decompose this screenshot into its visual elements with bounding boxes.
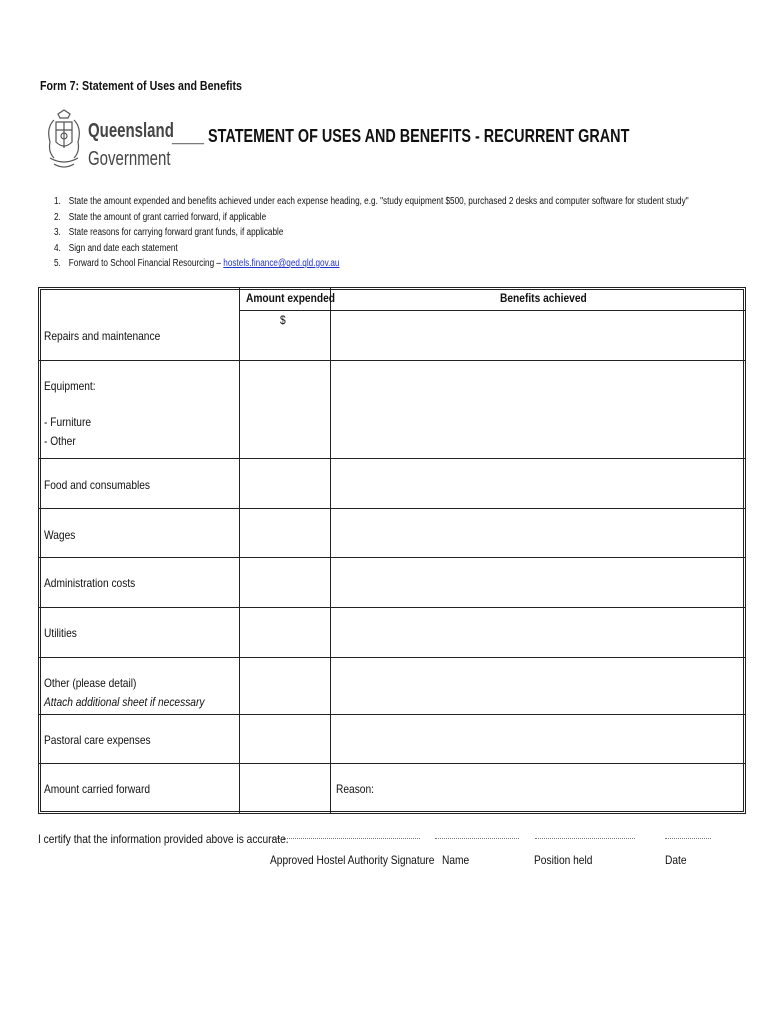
form-label: Form 7: Statement of Uses and Benefits — [40, 78, 242, 93]
instruction-number: 1. — [54, 196, 61, 207]
row-label-equipment: Equipment: — [44, 379, 96, 393]
queensland-government-logo — [44, 108, 174, 178]
row-label-repairs: Repairs and maintenance — [44, 329, 161, 343]
logo-subtitle: Government — [88, 148, 171, 170]
certification-statement: I certify that the information provided above is accurate. — [38, 832, 289, 846]
instruction-item — [54, 256, 770, 272]
row-note-attach-sheet: Attach additional sheet if necessary — [44, 695, 205, 709]
instruction-text: State the amount expended and benefits achieved under each expense heading, e.g. "study equipment $500, purchased 2 desks and computer software for student study" — [68, 196, 689, 207]
instruction-text: State the amount of grant carried forward, if applicable — [68, 211, 267, 223]
instruction-number: 5. — [54, 258, 61, 269]
instruction-item — [54, 241, 770, 257]
instruction-text: State reasons for carrying forward grant funds, if applicable — [68, 227, 284, 238]
currency-symbol: $ — [280, 313, 286, 327]
row-label-carried-forward: Amount carried forward — [44, 782, 151, 796]
row-label-pastoral: Pastoral care expenses — [44, 733, 151, 747]
statement-table — [38, 287, 746, 814]
page-title: ____ STATEMENT OF USES AND BENEFITS - RECURRENT GRANT — [172, 126, 630, 146]
instruction-number: 3. — [54, 227, 61, 238]
row-label-other-equipment: - Other — [44, 434, 76, 448]
row-label-admin: Administration costs — [44, 576, 136, 590]
benefits-achieved-header: Benefits achieved — [500, 291, 587, 305]
instruction-number: 4. — [54, 242, 61, 254]
position-line[interactable] — [535, 838, 635, 839]
signature-label: Approved Hostel Authority Signature — [270, 853, 435, 867]
row-label-furniture: - Furniture — [44, 415, 92, 429]
name-line[interactable] — [435, 838, 519, 839]
row-label-wages: Wages — [44, 528, 76, 542]
instruction-item — [54, 225, 770, 241]
instruction-list — [54, 194, 770, 272]
instruction-item — [54, 210, 770, 226]
row-label-other: Other (please detail) — [44, 676, 137, 690]
row-label-utilities: Utilities — [44, 626, 77, 640]
reason-label: Reason: — [336, 782, 374, 796]
signature-line[interactable] — [272, 838, 420, 839]
row-label-food: Food and consumables — [44, 478, 151, 492]
date-label: Date — [665, 853, 687, 867]
instruction-item — [54, 194, 770, 210]
instruction-text: Forward to School Financial Resourcing – — [68, 258, 224, 269]
instruction-number: 2. — [54, 211, 61, 223]
date-line[interactable] — [665, 838, 711, 839]
amount-expended-header: Amount expended — [246, 291, 335, 305]
instruction-text: Sign and date each statement — [68, 242, 178, 254]
logo-wordmark: Queensland — [88, 120, 174, 142]
coat-of-arms-icon — [44, 108, 84, 176]
name-label: Name — [442, 853, 470, 867]
finance-email-link[interactable]: hostels.finance@qed.qld.gov.au — [223, 258, 340, 269]
position-label: Position held — [534, 853, 593, 867]
